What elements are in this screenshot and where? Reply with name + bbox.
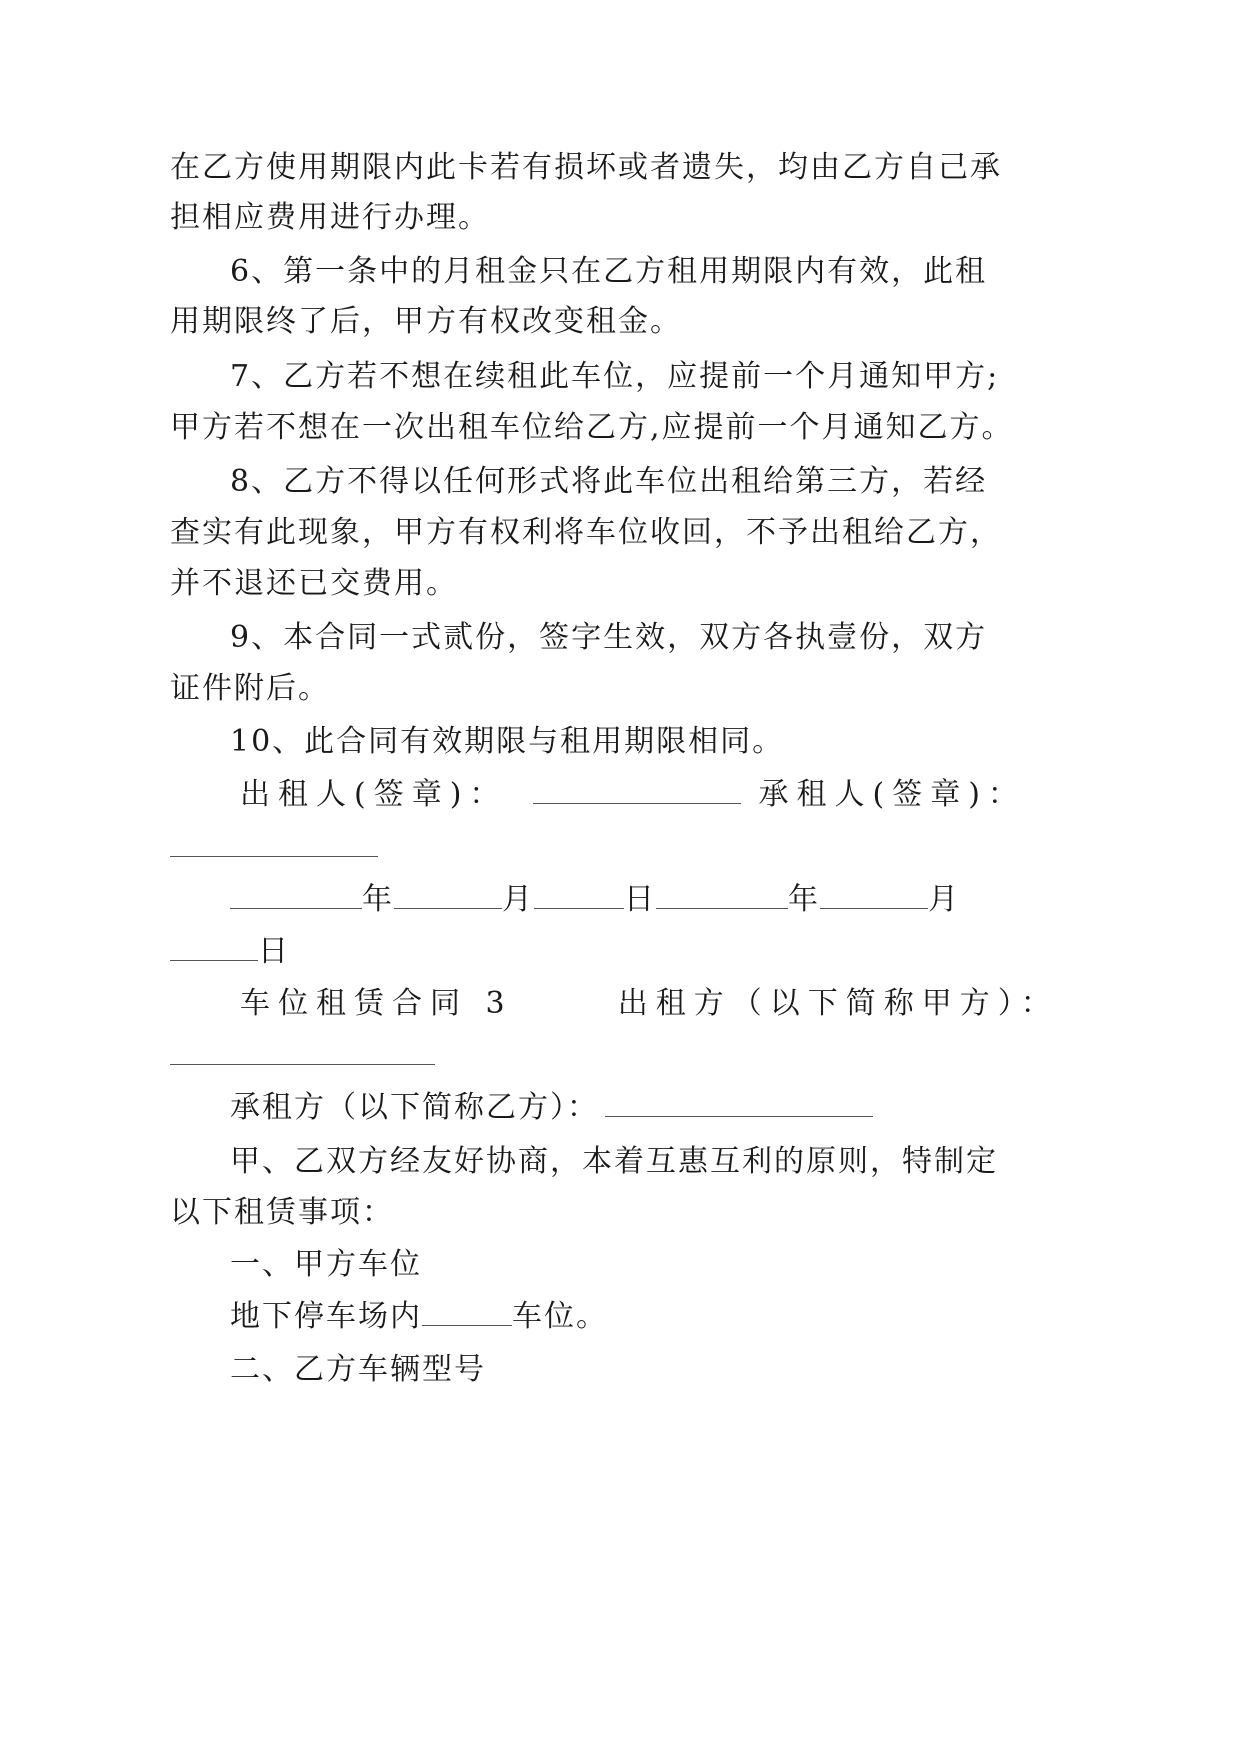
contract3-lessor-blank: [170, 1038, 435, 1065]
lessee-year-blank: [656, 882, 788, 909]
para5-continuation-line1: 在乙方使用期限内此卡若有损坏或者遗失，均由乙方自己承: [170, 150, 1002, 185]
lessee-day-blank: [170, 934, 258, 961]
lessee-signature-label: 承租人(签章)：: [758, 777, 1026, 812]
lessor-signature-label: 出租人(签章)：: [240, 777, 508, 812]
signature-row: [240, 775, 1026, 815]
para7-line1: 7、乙方若不想在续租此车位，应提前一个月通知甲方;: [230, 359, 1000, 394]
para9-line1: 9、本合同一式贰份，签字生效，双方各执壹份，双方: [230, 620, 988, 655]
section1-pre: 地下停车场内: [230, 1299, 422, 1334]
contract3-lessor-label: 出租方（以下简称甲方）：: [617, 986, 1059, 1021]
contract3-title: 车位租赁合同 3: [240, 986, 513, 1021]
parking-space-number-blank: [422, 1299, 512, 1326]
date-row-2: [170, 932, 290, 972]
para7-line2: 甲方若不想在一次出租车位给乙方,应提前一个月通知乙方。: [170, 410, 1014, 445]
lessor-day-blank: [534, 882, 624, 909]
section2-title: 二、乙方车辆型号: [230, 1352, 486, 1387]
section1-post: 车位。: [512, 1299, 608, 1334]
para6-line2: 用期限终了后，甲方有权改变租金。: [170, 304, 682, 339]
lessor-signature-blank: [533, 777, 741, 804]
lessor-month-label: 月: [502, 882, 534, 917]
contract3-lessor-blank-row: [170, 1036, 435, 1076]
lessee-signature-blank-row: [170, 828, 378, 868]
contract3-header-row: [240, 984, 1059, 1024]
date-row: [230, 880, 960, 920]
lessor-year-blank: [230, 882, 362, 909]
section1-content: [230, 1297, 608, 1337]
lessee-day-label: 日: [258, 934, 290, 969]
para5-continuation-line2: 担相应费用进行办理。: [170, 200, 490, 235]
lessee-year-label: 年: [788, 882, 820, 917]
lessor-month-blank: [394, 882, 502, 909]
lessor-year-label: 年: [362, 882, 394, 917]
para9-line2: 证件附后。: [170, 671, 330, 706]
para8-line3: 并不退还已交费用。: [170, 566, 458, 601]
contract3-lessee-label: 承租方（以下简称乙方）：: [230, 1090, 599, 1125]
para6-line1: 6、第一条中的月租金只在乙方租用期限内有效，此租: [230, 254, 988, 289]
lessee-month-label: 月: [928, 882, 960, 917]
lessee-signature-blank: [170, 830, 378, 857]
section1-title: 一、甲方车位: [230, 1247, 422, 1282]
para10: 10、此合同有效期限与租用期限相同。: [230, 724, 785, 759]
para8-line1: 8、乙方不得以任何形式将此车位出租给第三方，若经: [230, 464, 988, 499]
contract3-lessee-row: [230, 1088, 873, 1128]
lessor-day-label: 日: [624, 882, 656, 917]
para8-line2: 查实有此现象，甲方有权利将车位收回，不予出租给乙方，: [170, 515, 1002, 550]
contract3-intro-line2: 以下租赁事项：: [170, 1195, 394, 1230]
contract3-intro-line1: 甲、乙双方经友好协商，本着互惠互利的原则，特制定: [230, 1144, 998, 1179]
lessee-month-blank: [820, 882, 928, 909]
contract3-lessee-blank: [605, 1090, 873, 1117]
